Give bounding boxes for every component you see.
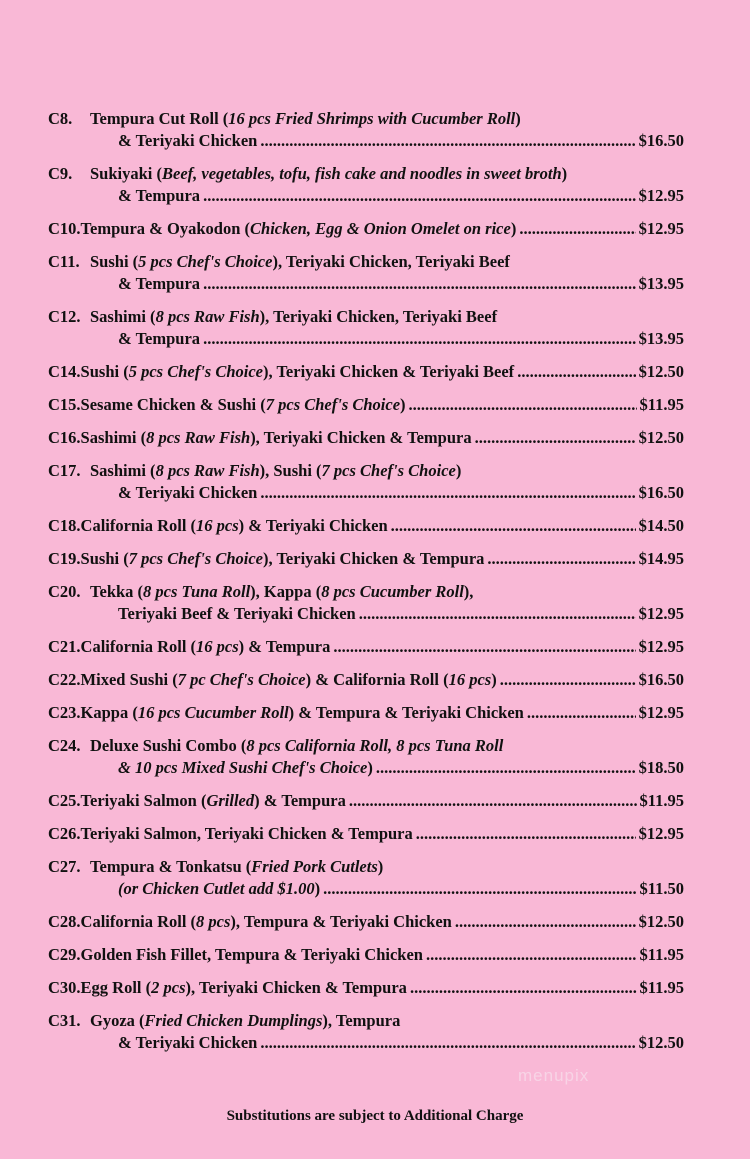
watermark: menupix bbox=[518, 1066, 590, 1085]
item-line bbox=[48, 163, 684, 185]
item-text: & Teriyaki Chicken bbox=[118, 1033, 258, 1052]
item-description bbox=[118, 482, 257, 504]
dot-leader bbox=[349, 790, 637, 812]
item-price: $12.95 bbox=[638, 186, 684, 205]
item-description bbox=[81, 911, 452, 933]
item-description bbox=[90, 306, 497, 328]
item-code: C19. bbox=[48, 549, 81, 568]
menu-item bbox=[48, 108, 684, 152]
item-text: Sushi ( bbox=[80, 362, 129, 381]
item-text: ), Tempura bbox=[322, 1011, 401, 1030]
item-description bbox=[118, 1032, 257, 1054]
item-price: $11.95 bbox=[639, 978, 684, 997]
item-line bbox=[48, 669, 684, 691]
item-text: ) & California Roll ( bbox=[305, 670, 449, 689]
dot-leader bbox=[410, 977, 637, 999]
item-description bbox=[81, 218, 517, 240]
item-description bbox=[81, 977, 407, 999]
item-text: California Roll ( bbox=[80, 637, 197, 656]
menu-item bbox=[48, 1010, 684, 1054]
item-text: Sashimi ( bbox=[90, 307, 156, 326]
item-text: ), Teriyaki Chicken & Tempura bbox=[263, 549, 485, 568]
item-description bbox=[81, 427, 472, 449]
menu-item bbox=[48, 790, 684, 812]
item-price: $12.95 bbox=[638, 703, 684, 722]
menu-item bbox=[48, 251, 684, 295]
dot-leader bbox=[203, 273, 636, 295]
item-description bbox=[90, 251, 510, 273]
menu-item bbox=[48, 515, 684, 537]
item-code: C27. bbox=[48, 857, 81, 876]
item-description bbox=[118, 603, 356, 625]
dot-leader bbox=[487, 548, 635, 570]
dot-leader bbox=[475, 427, 636, 449]
item-code: C14. bbox=[48, 362, 81, 381]
item-text: Deluxe Sushi Combo ( bbox=[90, 736, 247, 755]
item-detail: 7 pcs Chef's Choice bbox=[128, 549, 263, 568]
item-text: ), Sushi ( bbox=[259, 461, 322, 480]
item-text: & Tempura bbox=[118, 186, 201, 205]
item-description bbox=[81, 548, 485, 570]
item-line bbox=[48, 911, 684, 933]
item-line bbox=[48, 856, 684, 878]
item-description bbox=[90, 735, 503, 757]
item-line bbox=[48, 977, 684, 999]
item-line bbox=[48, 460, 684, 482]
item-text: Tempura & Oyakodon ( bbox=[80, 219, 251, 238]
item-line bbox=[48, 944, 684, 966]
item-code: C10. bbox=[48, 219, 81, 238]
item-text: Tekka ( bbox=[90, 582, 144, 601]
item-line bbox=[48, 603, 684, 625]
item-code: C26. bbox=[48, 824, 81, 843]
dot-leader bbox=[203, 185, 636, 207]
item-code: C8. bbox=[48, 109, 73, 128]
item-price: $12.95 bbox=[638, 604, 684, 623]
item-text: Sushi ( bbox=[80, 549, 129, 568]
dot-leader bbox=[260, 482, 635, 504]
item-price: $12.50 bbox=[638, 912, 684, 931]
menu-item bbox=[48, 944, 684, 966]
menu-item bbox=[48, 977, 684, 999]
item-code: C16. bbox=[48, 428, 81, 447]
menu-item bbox=[48, 856, 684, 900]
dot-leader bbox=[203, 328, 636, 350]
item-price: $11.95 bbox=[639, 395, 684, 414]
item-description bbox=[81, 790, 346, 812]
item-price: $14.50 bbox=[638, 516, 684, 535]
item-code: C20. bbox=[48, 582, 81, 601]
item-price: $12.95 bbox=[638, 637, 684, 656]
item-line bbox=[48, 251, 684, 273]
item-line bbox=[48, 757, 684, 779]
dot-leader bbox=[416, 823, 636, 845]
item-line bbox=[48, 735, 684, 757]
item-price: $16.50 bbox=[638, 670, 684, 689]
item-detail: 16 pcs bbox=[448, 670, 492, 689]
item-text: ) bbox=[377, 857, 384, 876]
dot-leader bbox=[260, 1032, 635, 1054]
dot-leader bbox=[426, 944, 637, 966]
item-text: & Teriyaki Chicken bbox=[118, 483, 258, 502]
item-line bbox=[48, 394, 684, 416]
item-detail: 8 pcs Tuna Roll bbox=[143, 582, 251, 601]
menu-item bbox=[48, 427, 684, 449]
item-text: Mixed Sushi ( bbox=[80, 670, 178, 689]
item-text: Kappa ( bbox=[80, 703, 138, 722]
menu-item bbox=[48, 361, 684, 383]
item-code: C24. bbox=[48, 736, 81, 755]
item-text: ), Kappa ( bbox=[250, 582, 322, 601]
item-detail: (or Chicken Cutlet add $1.00 bbox=[118, 879, 315, 898]
dot-leader bbox=[517, 361, 635, 383]
item-code: C28. bbox=[48, 912, 81, 931]
item-description bbox=[90, 581, 473, 603]
item-price: $13.95 bbox=[638, 274, 684, 293]
item-text: Teriyaki Salmon ( bbox=[80, 791, 207, 810]
menu-item bbox=[48, 911, 684, 933]
item-description bbox=[81, 394, 406, 416]
item-text: Egg Roll ( bbox=[80, 978, 152, 997]
item-detail: 8 pcs California Roll, 8 pcs Tuna Roll bbox=[246, 736, 504, 755]
item-detail: 5 pcs Chef's Choice bbox=[128, 362, 263, 381]
item-text: ) & Tempura & Teriyaki Chicken bbox=[288, 703, 524, 722]
item-description bbox=[81, 515, 388, 537]
item-text: ) & Tempura bbox=[238, 637, 331, 656]
item-text: California Roll ( bbox=[80, 516, 197, 535]
menu-item bbox=[48, 636, 684, 658]
item-line bbox=[48, 548, 684, 570]
item-text: Sushi ( bbox=[90, 252, 139, 271]
item-detail: 8 pcs bbox=[196, 912, 231, 931]
menu-item bbox=[48, 581, 684, 625]
item-text: Sukiyaki ( bbox=[90, 164, 162, 183]
item-price: $11.50 bbox=[639, 879, 684, 898]
item-price: $12.50 bbox=[638, 362, 684, 381]
item-line bbox=[48, 702, 684, 724]
item-text: Teriyaki Salmon, Teriyaki Chicken & Tempura bbox=[80, 824, 413, 843]
item-description bbox=[81, 823, 413, 845]
item-text: & Teriyaki Chicken bbox=[118, 131, 258, 150]
item-code: C18. bbox=[48, 516, 81, 535]
dot-leader bbox=[376, 757, 636, 779]
item-line bbox=[48, 328, 684, 350]
dot-leader bbox=[391, 515, 636, 537]
item-detail: 8 pcs Raw Fish bbox=[155, 461, 260, 480]
item-code: C11. bbox=[48, 252, 80, 271]
item-text: Sashimi ( bbox=[80, 428, 147, 447]
dot-leader bbox=[260, 130, 635, 152]
item-price: $14.95 bbox=[638, 549, 684, 568]
item-text: Teriyaki Beef & Teriyaki Chicken bbox=[118, 604, 356, 623]
item-description bbox=[90, 856, 383, 878]
item-code: C23. bbox=[48, 703, 81, 722]
menu-item bbox=[48, 735, 684, 779]
item-text: ) bbox=[515, 109, 521, 128]
dot-leader bbox=[455, 911, 636, 933]
item-description bbox=[81, 944, 423, 966]
item-price: $12.95 bbox=[638, 219, 684, 238]
item-text: ), Teriyaki Chicken, Teriyaki Beef bbox=[259, 307, 498, 326]
item-line bbox=[48, 482, 684, 504]
item-detail: 8 pcs Raw Fish bbox=[155, 307, 260, 326]
item-text: ) bbox=[491, 670, 497, 689]
item-description bbox=[90, 460, 461, 482]
menu-item bbox=[48, 702, 684, 724]
item-text: Tempura Cut Roll ( bbox=[90, 109, 229, 128]
item-detail: Grilled bbox=[206, 791, 255, 810]
item-price: $12.50 bbox=[638, 1033, 684, 1052]
menu-item bbox=[48, 306, 684, 350]
menu-list bbox=[48, 108, 684, 1065]
menu-item bbox=[48, 460, 684, 504]
item-description bbox=[81, 361, 515, 383]
item-text: ) & Teriyaki Chicken bbox=[238, 516, 388, 535]
item-line bbox=[48, 515, 684, 537]
menu-item bbox=[48, 669, 684, 691]
item-text: Tempura & Tonkatsu ( bbox=[90, 857, 252, 876]
item-price: $12.95 bbox=[638, 824, 684, 843]
menu-item bbox=[48, 218, 684, 240]
item-text: ), Teriyaki Chicken & Teriyaki Beef bbox=[263, 362, 515, 381]
item-line bbox=[48, 581, 684, 603]
item-code: C9. bbox=[48, 164, 73, 183]
item-detail: 7 pc Chef's Choice bbox=[177, 670, 306, 689]
item-description bbox=[90, 1010, 400, 1032]
item-description bbox=[118, 328, 200, 350]
item-price: $11.95 bbox=[639, 791, 684, 810]
item-code: C31. bbox=[48, 1011, 81, 1030]
item-price: $11.95 bbox=[639, 945, 684, 964]
item-description bbox=[81, 702, 524, 724]
item-line bbox=[48, 878, 684, 900]
item-text: ), Teriyaki Chicken, Teriyaki Beef bbox=[272, 252, 510, 271]
item-description bbox=[118, 878, 320, 900]
menu-item bbox=[48, 394, 684, 416]
item-description bbox=[90, 108, 521, 130]
item-detail: Beef, vegetables, tofu, fish cake and noodles in sweet broth bbox=[162, 164, 562, 183]
item-text: Sesame Chicken & Sushi ( bbox=[80, 395, 266, 414]
item-text: ) bbox=[561, 164, 568, 183]
item-detail: 16 pcs bbox=[196, 637, 239, 656]
item-code: C30. bbox=[48, 978, 81, 997]
item-description bbox=[81, 636, 331, 658]
item-code: C12. bbox=[48, 307, 81, 326]
item-detail: Chicken, Egg & Onion Omelet on rice bbox=[250, 219, 511, 238]
item-code: C21. bbox=[48, 637, 81, 656]
item-text: ) bbox=[455, 461, 462, 480]
item-description bbox=[90, 163, 567, 185]
item-line bbox=[48, 361, 684, 383]
item-code: C17. bbox=[48, 461, 81, 480]
menu-item bbox=[48, 163, 684, 207]
item-detail: 5 pcs Chef's Choice bbox=[138, 252, 273, 271]
dot-leader bbox=[409, 394, 637, 416]
item-text: ) bbox=[510, 219, 517, 238]
item-text: & Tempura bbox=[118, 329, 201, 348]
footer-note: Substitutions are subject to Additional Charge bbox=[226, 1108, 524, 1124]
item-code: C29. bbox=[48, 945, 81, 964]
item-detail: Fried Pork Cutlets bbox=[251, 857, 378, 876]
item-line bbox=[48, 218, 684, 240]
item-text: California Roll ( bbox=[80, 912, 197, 931]
item-detail: 7 pcs Chef's Choice bbox=[265, 395, 401, 414]
item-description bbox=[118, 185, 200, 207]
dot-leader bbox=[527, 702, 636, 724]
dot-leader bbox=[519, 218, 635, 240]
item-detail: 16 pcs bbox=[196, 516, 239, 535]
dot-leader bbox=[323, 878, 636, 900]
item-line bbox=[48, 1032, 684, 1054]
item-text: ), Teriyaki Chicken & Tempura bbox=[185, 978, 407, 997]
item-text: ), Teriyaki Chicken & Tempura bbox=[250, 428, 472, 447]
item-text: Gyoza ( bbox=[90, 1011, 145, 1030]
item-text: ), Tempura & Teriyaki Chicken bbox=[230, 912, 452, 931]
item-line bbox=[48, 273, 684, 295]
item-detail: 16 pcs Cucumber Roll bbox=[137, 703, 289, 722]
item-text: ) bbox=[314, 879, 321, 898]
item-text: Sashimi ( bbox=[90, 461, 156, 480]
menu-item bbox=[48, 548, 684, 570]
item-text: ) & Tempura bbox=[254, 791, 346, 810]
dot-leader bbox=[359, 603, 636, 625]
item-detail: Fried Chicken Dumplings bbox=[144, 1011, 323, 1030]
item-price: $16.50 bbox=[638, 131, 684, 150]
item-line bbox=[48, 130, 684, 152]
item-text: ) bbox=[367, 758, 373, 777]
item-detail: 2 pcs bbox=[151, 978, 186, 997]
item-detail: 8 pcs Raw Fish bbox=[146, 428, 251, 447]
item-line bbox=[48, 823, 684, 845]
item-description bbox=[118, 130, 257, 152]
menu-item bbox=[48, 823, 684, 845]
item-description bbox=[81, 669, 497, 691]
item-code: C25. bbox=[48, 791, 81, 810]
item-price: $12.50 bbox=[638, 428, 684, 447]
item-price: $18.50 bbox=[638, 758, 684, 777]
item-detail: 8 pcs Cucumber Roll bbox=[321, 582, 464, 601]
item-code: C15. bbox=[48, 395, 81, 414]
item-code: C22. bbox=[48, 670, 81, 689]
item-line bbox=[48, 427, 684, 449]
item-detail: 16 pcs Fried Shrimps with Cucumber Roll bbox=[228, 109, 516, 128]
item-price: $13.95 bbox=[638, 329, 684, 348]
item-line bbox=[48, 1010, 684, 1032]
item-line bbox=[48, 108, 684, 130]
dot-leader bbox=[500, 669, 636, 691]
item-description bbox=[118, 273, 200, 295]
item-text: Golden Fish Fillet, Tempura & Teriyaki Chicken bbox=[80, 945, 423, 964]
item-price: $16.50 bbox=[638, 483, 684, 502]
item-detail: 7 pcs Chef's Choice bbox=[321, 461, 456, 480]
dot-leader bbox=[333, 636, 635, 658]
item-line bbox=[48, 185, 684, 207]
item-line bbox=[48, 306, 684, 328]
item-line bbox=[48, 636, 684, 658]
item-description bbox=[118, 757, 373, 779]
item-text: ) bbox=[400, 395, 406, 414]
item-text: ), bbox=[463, 582, 474, 601]
item-text: & Tempura bbox=[118, 274, 201, 293]
item-detail: & 10 pcs Mixed Sushi Chef's Choice bbox=[118, 758, 368, 777]
item-line bbox=[48, 790, 684, 812]
